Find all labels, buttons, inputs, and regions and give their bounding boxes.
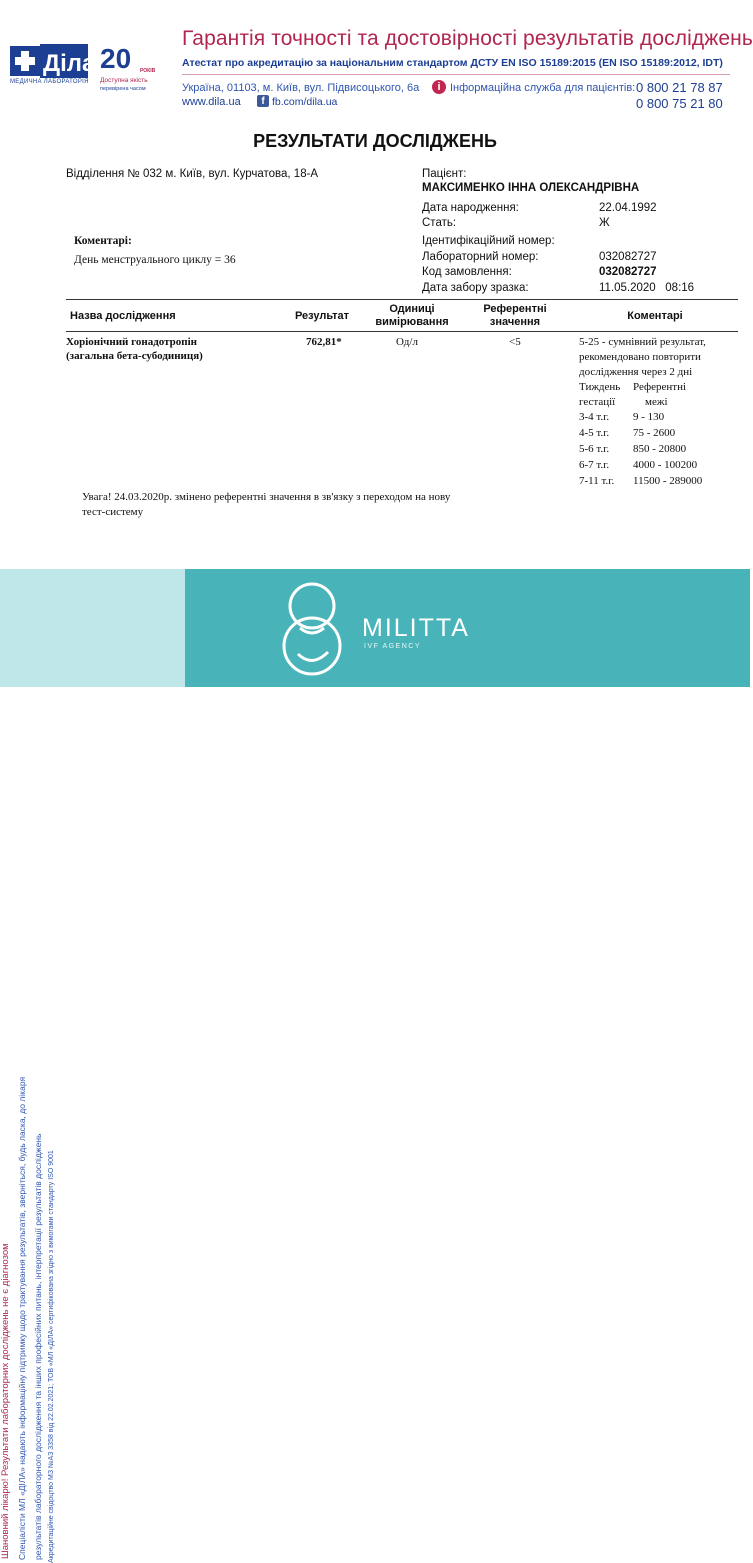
test-comment-line: 5-25 - сумнівний результат, [579, 336, 706, 348]
anniversary-number: 20 [100, 43, 132, 74]
side-text-col-4: Акредитаційне свідоцтво МЗ №АЗ 3358 від 22.02.2021; ТОВ «МЛ «ДІЛА» сертифікована згідно з вимогами стандарту ISO 9001 [48, 1150, 55, 1563]
ref-range: 9 - 130 [633, 411, 665, 423]
ref-range: 11500 - 289000 [633, 475, 703, 487]
header-divider [182, 74, 730, 75]
militta-subtitle: IVF AGENCY [364, 643, 422, 650]
dila-logo-text: Діла [43, 50, 96, 77]
side-text-col-1: Шановний лікарю! Результати лабораторних досліджень не є діагнозом [0, 1243, 11, 1559]
info-service-label: Інформаційна служба для пацієнтів: [450, 82, 636, 94]
col-header-name: Назва дослідження [70, 310, 176, 322]
ref-header-range: Референтні [633, 381, 687, 393]
table-header-border [66, 331, 738, 332]
sex-value: Ж [599, 217, 610, 229]
branch-address: Відділення № 032 м. Київ, вул. Курчатова, 18-А [66, 168, 319, 180]
id-number-label: Ідентифікаційний номер: [422, 235, 555, 247]
anniversary-word: РОКІВ [140, 68, 156, 74]
sex-label: Стать: [422, 217, 457, 229]
table-top-border [66, 299, 738, 300]
test-reference: <5 [509, 336, 521, 348]
phone-2: 0 800 75 21 80 [636, 96, 723, 111]
ref-header-range-2: межі [645, 396, 668, 408]
lab-address: Україна, 01103, м. Київ, вул. Підвисоцького, 6а [182, 82, 420, 94]
test-comment-line: рекомендовано повторити [579, 351, 701, 363]
order-code-label: Код замовлення: [422, 266, 512, 278]
accreditation-text: Атестат про акредитацію за національним стандартом ДСТУ EN ISO 15189:2015 (EN ISO 15189:2012, IDT) [182, 57, 723, 69]
ref-week: 3-4 т.г. [579, 411, 610, 423]
order-code-value: 032082727 [599, 266, 657, 278]
birth-date-value: 22.04.1992 [599, 202, 657, 214]
anniversary-logo [100, 42, 162, 94]
test-units: Од/л [396, 336, 418, 348]
header-title: Гарантія точності та достовірності результатів досліджень [182, 27, 753, 50]
side-text-col-2: Спеціалісти МЛ «ДІЛА» надають інформаційну підтримку щодо трактування результатів, зверніться, будь ласка, до лікаря [17, 1076, 27, 1560]
facebook-link[interactable]: fb.com/dila.ua [272, 96, 338, 108]
sample-date-value: 11.05.2020 08:16 [599, 282, 695, 294]
phone-1: 0 800 21 78 87 [636, 80, 723, 95]
website-link[interactable]: www.dila.ua [182, 96, 241, 108]
ref-header-week: Тиждень [579, 381, 621, 393]
patient-label: Пацієнт: [422, 168, 467, 180]
col-header-comments: Коментарі [627, 310, 683, 322]
notice-line-1: Увага! 24.03.2020р. змінено референтні значення в зв'язку з переходом на нову [82, 491, 451, 503]
ref-range: 75 - 2600 [633, 427, 676, 439]
test-name-line-2: (загальна бета-субодиниця) [66, 350, 203, 362]
ref-week: 6-7 т.г. [579, 459, 610, 471]
militta-brand: MILITTA [362, 614, 470, 642]
ref-week: 4-5 т.г. [579, 427, 610, 439]
anniversary-tagline-2: перевірена часом [100, 86, 146, 92]
col-header-reference: Референтні значення [483, 303, 547, 328]
ref-week: 5-6 т.г. [579, 443, 610, 455]
militta-logo-icon [270, 576, 354, 680]
ref-week: 7-11 т.г. [579, 475, 615, 487]
sample-date-label: Дата забору зразка: [422, 282, 529, 294]
facebook-icon: f [257, 95, 269, 107]
info-icon: i [432, 80, 446, 94]
birth-date-label: Дата народження: [422, 202, 519, 214]
comments-label: Коментарі: [74, 235, 132, 247]
dila-logo [10, 44, 96, 78]
side-text-col-3: результатів лабораторного дослідження та інших професійних питань, інтерпретації результатів досліджень [33, 1133, 43, 1560]
lab-number-value: 032082727 [599, 251, 657, 263]
test-comment-line: дослідження через 2 дні [579, 366, 693, 378]
col-header-result: Результат [294, 310, 350, 322]
document-title: РЕЗУЛЬТАТИ ДОСЛІДЖЕНЬ [253, 131, 497, 151]
ref-range: 850 - 20800 [633, 443, 687, 455]
dila-logo-subtitle: МЕДИЧНА ЛАБОРАТОРІЯ [10, 79, 89, 85]
comment-text: День менструального циклу = 36 [74, 254, 236, 266]
test-name-line-1: Хоріонічний гонадотропін [66, 336, 198, 348]
test-result: 762,81* [306, 336, 342, 348]
ref-range: 4000 - 100200 [633, 459, 698, 471]
anniversary-tagline: Доступна якість [100, 77, 148, 84]
col-header-units: Одиниці вимірювання [375, 303, 449, 328]
lab-number-label: Лабораторний номер: [422, 251, 539, 263]
patient-name: МАКСИМЕНКО ІННА ОЛЕКСАНДРІВНА [422, 182, 640, 194]
notice-line-2: тест-систему [82, 506, 144, 518]
ref-header-week-2: гестації [579, 396, 616, 408]
